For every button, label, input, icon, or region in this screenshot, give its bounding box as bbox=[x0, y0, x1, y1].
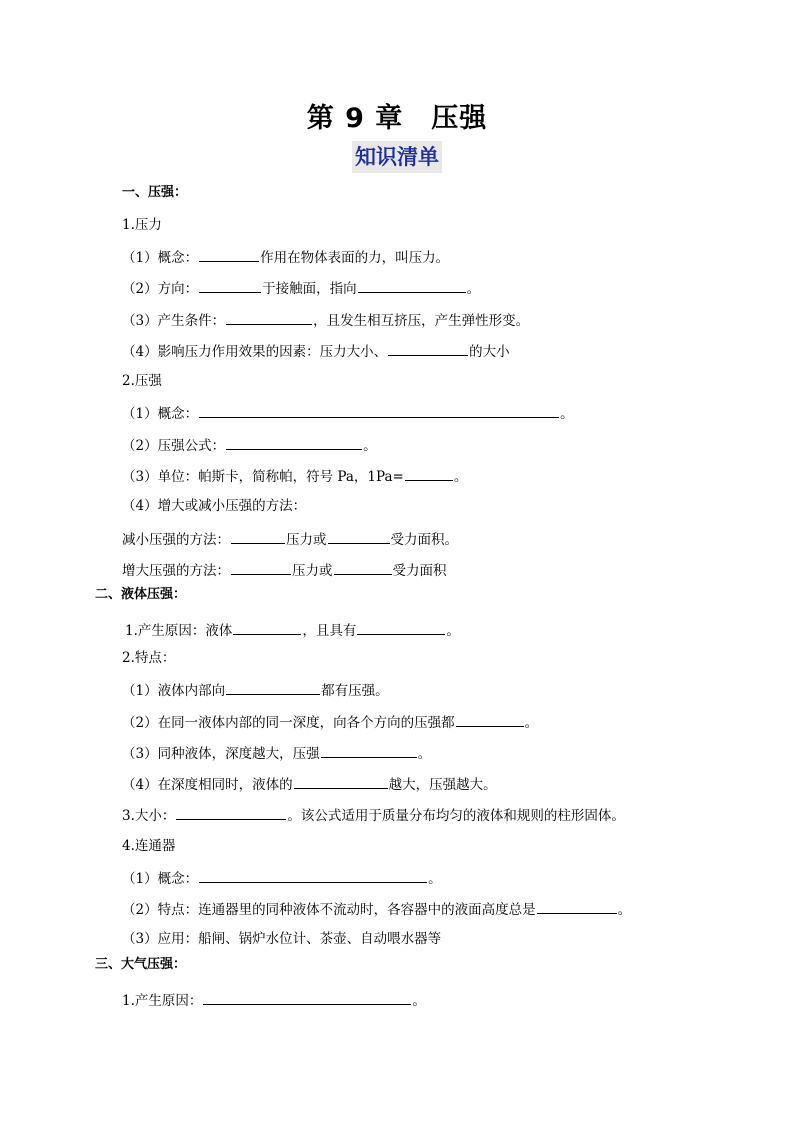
blank[interactable] bbox=[388, 340, 468, 356]
line-direction: （2）方向： 于接触面，指向 。 bbox=[122, 277, 480, 299]
blank[interactable] bbox=[405, 465, 453, 481]
line-feature-1: （1）液体内部向 都有压强。 bbox=[122, 679, 389, 701]
blank[interactable] bbox=[203, 989, 411, 1005]
line-atmosphere-cause: 1.产生原因： 。 bbox=[122, 989, 426, 1011]
blank[interactable] bbox=[456, 711, 524, 727]
subtitle-wrapper bbox=[0, 141, 794, 173]
line-decrease: 减小压强的方法： 压力或 受力面积。 bbox=[122, 528, 458, 550]
line-connector-concept: （1）概念： 。 bbox=[122, 867, 442, 889]
line-unit: （3）单位：帕斯卡，简称帕，符号 Pa，1Pa= 。 bbox=[122, 465, 467, 487]
blank[interactable] bbox=[321, 742, 417, 758]
blank[interactable] bbox=[357, 619, 445, 635]
blank[interactable] bbox=[233, 619, 301, 635]
section-heading-atmosphere: 三、大气压强： bbox=[95, 957, 187, 972]
line-connector-use: （3）应用：船闸、锅炉水位计、茶壶、自动喂水器等 bbox=[122, 931, 442, 947]
line-feature-3: （3）同种液体，深度越大，压强 。 bbox=[122, 742, 431, 764]
line-condition: （3）产生条件： ，且发生相互挤压，产生弹性形变。 bbox=[122, 309, 529, 331]
line-feature-2: （2）在同一液体内部的同一深度，向各个方向的压强都 。 bbox=[122, 711, 538, 733]
blank[interactable] bbox=[226, 434, 362, 450]
line-increase: 增大压强的方法： 压力或 受力面积 bbox=[122, 559, 447, 581]
line-liquid-cause: 1.产生原因：液体 ，且具有 。 bbox=[125, 619, 460, 641]
blank[interactable] bbox=[199, 867, 427, 883]
chapter-topic: 压强 bbox=[431, 103, 488, 134]
line-magnitude: 3.大小： 。该公式适用于质量分布均匀的液体和规则的柱形固体。 bbox=[122, 804, 625, 826]
item-features: 2.特点： bbox=[122, 650, 176, 666]
line-pressure-concept: （1）概念： 。 bbox=[122, 402, 574, 424]
blank[interactable] bbox=[328, 528, 390, 544]
blank[interactable] bbox=[199, 402, 559, 418]
line-concept: （1）概念： 作用在物体表面的力，叫压力。 bbox=[122, 246, 449, 268]
blank[interactable] bbox=[199, 277, 261, 293]
chapter-number: 第 9 章 bbox=[306, 103, 404, 134]
blank[interactable] bbox=[176, 804, 286, 820]
line-methods: （4）增大或减小压强的方法： bbox=[122, 498, 307, 514]
item-connector: 4.连通器 bbox=[122, 838, 176, 854]
blank[interactable] bbox=[294, 773, 388, 789]
blank[interactable] bbox=[358, 277, 466, 293]
line-formula: （2）压强公式： 。 bbox=[122, 434, 377, 456]
section-heading-liquid: 二、液体压强： bbox=[95, 587, 187, 602]
subtitle: 知识清单 bbox=[352, 141, 442, 173]
blank[interactable] bbox=[226, 309, 312, 325]
line-feature-4: （4）在深度相同时，液体的 越大，压强越大。 bbox=[122, 773, 497, 795]
blank[interactable] bbox=[231, 559, 291, 575]
blank[interactable] bbox=[199, 246, 259, 262]
line-factors: （4）影响压力作用效果的因素：压力大小、 的大小 bbox=[122, 340, 510, 362]
item-pressure-force: 1.压力 bbox=[122, 217, 162, 233]
blank[interactable] bbox=[231, 528, 285, 544]
chapter-title bbox=[0, 96, 794, 135]
blank[interactable] bbox=[334, 559, 392, 575]
blank[interactable] bbox=[226, 679, 320, 695]
line-connector-feature: （2）特点：连通器里的同种液体不流动时，各容器中的液面高度总是 。 bbox=[122, 898, 631, 920]
section-heading-pressure: 一、压强： bbox=[122, 185, 188, 200]
item-pressure: 2.压强 bbox=[122, 373, 162, 389]
blank[interactable] bbox=[537, 898, 617, 914]
